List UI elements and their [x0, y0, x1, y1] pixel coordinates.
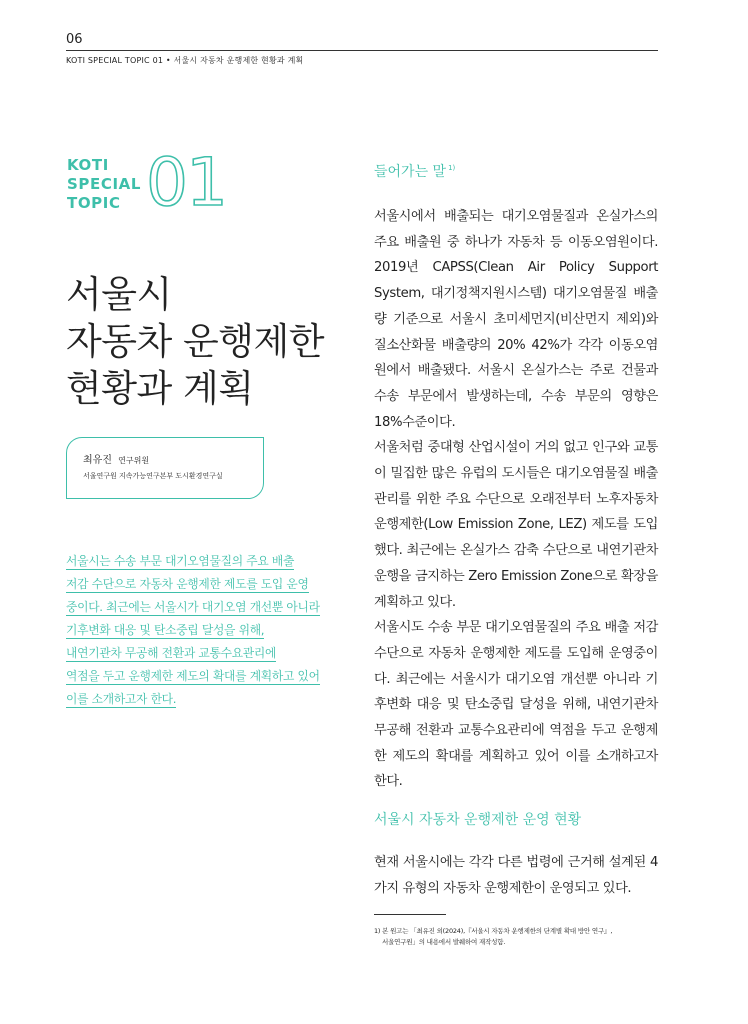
- article-title: [66, 271, 324, 412]
- footnote: [374, 926, 658, 948]
- summary-line: 이를 소개하고자 한다.: [66, 692, 177, 706]
- title-line: 자동차 운행제한: [66, 320, 324, 363]
- operation-body: 현재 서울시에는 각각 다른 법령에 근거해 설계된 4가지 유형의 자동차 운행제한이 운영되고 있다.: [374, 855, 658, 896]
- body-paragraph: 서울처럼 중대형 산업시설이 거의 없고 인구와 교통이 밀집한 많은 유럽의 도시들은 대기오염물질 배출관리를 위한 주요 수단으로 오래전부터 노후자동차 운행제한(Low Emission Zone, LEZ) 제도를 도입했다. 최근에는 온실가스 감축 수단으로 내연기관차 운행을 금지하는 Zero Emission Zone으로 확장을 계획하고 있다.: [374, 440, 658, 610]
- author-name: 최유진: [83, 455, 112, 466]
- running-title: KOTI SPECIAL TOPIC 01 • 서울시 자동차 운행제한 현황과 계획: [66, 56, 304, 65]
- title-line: 서울시: [66, 273, 172, 316]
- author-role: 연구위원: [118, 456, 150, 465]
- title-line: 현황과 계획: [66, 367, 254, 410]
- intro-body: [374, 204, 658, 795]
- summary-line: 기후변화 대응 및 탄소중립 달성을 위해,: [66, 623, 265, 637]
- header-rule: [66, 50, 658, 51]
- author-name-line: [83, 451, 149, 466]
- page-number: 06: [66, 32, 83, 47]
- summary-line: 서울시는 수송 부문 대기오염물질의 주요 배출: [66, 554, 295, 568]
- summary-line: 저감 수단으로 자동차 운행제한 제도를 도입 운영: [66, 577, 309, 591]
- topic-label-line: TOPIC: [67, 194, 121, 212]
- section-heading-operation: 서울시 자동차 운행제한 운영 현황: [374, 812, 582, 828]
- footnote-rule: [374, 914, 446, 915]
- topic-label: [67, 156, 157, 213]
- body-paragraph: 서울시도 수송 부문 대기오염물질의 주요 배출 저감 수단으로 자동차 운행제한 제도를 도입해 운영중이다. 최근에는 서울시가 대기오염 개선뿐 아니라 기후변화 대응 및 탄소중립 달성을 위해, 내연기관차 무공해 전환과 교통수요관리에 역점을 두고 운행제한 제도의 확대를 계획하고 있어 이를 소개하고자 한다.: [374, 620, 658, 790]
- summary-line: 중이다. 최근에는 서울시가 대기오염 개선뿐 아니라: [66, 600, 320, 614]
- section-heading-intro: [374, 161, 455, 181]
- topic-label-line: KOTI: [67, 156, 109, 174]
- section-heading-text: 들어가는 말: [374, 164, 447, 180]
- topic-number: 01: [146, 144, 226, 221]
- topic-label-line: SPECIAL: [67, 175, 141, 193]
- author-affiliation: 서울연구원 지속가능연구본부 도시환경연구실: [83, 472, 223, 480]
- footnote-line: 서울연구원」의 내용에서 발췌하여 재작성함.: [382, 938, 506, 946]
- summary-line: 역점을 두고 운행제한 제도의 확대를 계획하고 있어: [66, 669, 320, 683]
- footnote-line: 1) 본 원고는 「최유진 외(2024),『서울시 자동차 운행제한의 단계별 확대 방안 연구』,: [374, 927, 613, 935]
- body-paragraph: 서울시에서 배출되는 대기오염물질과 온실가스의 주요 배출원 중 하나가 자동차 등 이동오염원이다. 2019년 CAPSS(Clean Air Policy Support System, 대기정책지원시스템) 대기오염물질 배출량 기준으로 서울시 초미세먼지(비산먼지 제외)와 질소산화물 배출량의 20% 42%가 각각 이동오염원에서 배출됐다. 서울시 온실가스는 주로 건물과 수송 부문에서 발생하는데, 수송 부문의 영향은 18%수준이다.: [374, 209, 658, 430]
- summary: [66, 550, 342, 711]
- author-box: [66, 437, 264, 499]
- footnote-mark: 1): [448, 164, 456, 173]
- summary-line: 내연기관차 무공해 전환과 교통수요관리에: [66, 646, 277, 660]
